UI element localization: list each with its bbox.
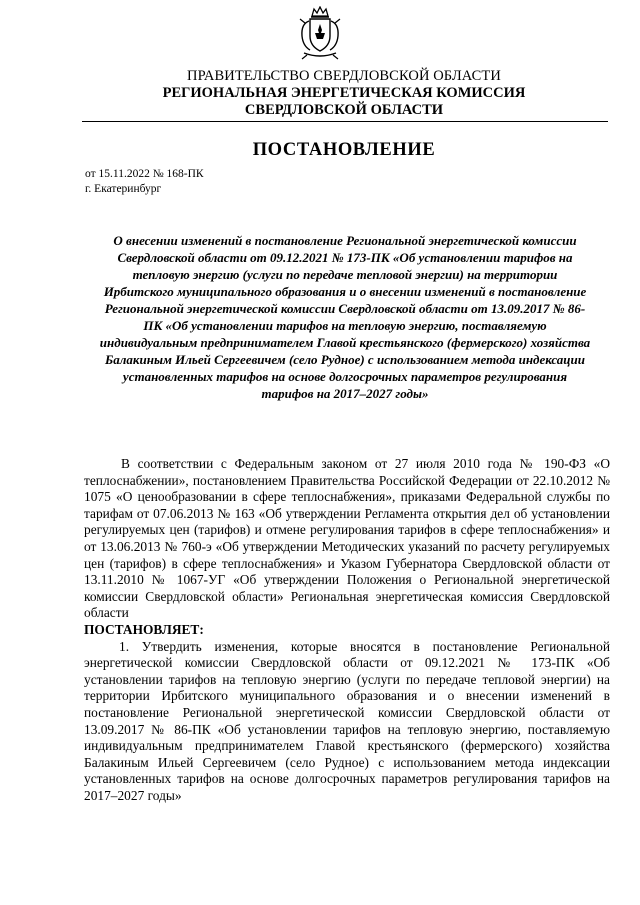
- date-number: от 15.11.2022 № 168-ПК: [85, 168, 204, 180]
- coat-of-arms-icon: [296, 6, 344, 60]
- document-body: [84, 456, 610, 804]
- document-subject: О внесении изменений в постановление Региональной энергетической комиссии Свердловской области от 09.12.2021 № 173-ПК «Об установлении тарифов на тепловую энергию (услуги по передаче тепловой энергии) на территории Ирбитского муниципального образования и о внесении изменений в постановление Региональной энергетической комиссии Свердловской области от 13.09.2017 № 86-ПК «Об установлении тарифов на тепловую энергию, поставляемую индивидуальным предпринимателем Главой крестьянского (фермерского) хозяйства Балакиным Ильей Сергеевичем (село Рудное) с использованием метода индексации установленных тарифов на основе долгосрочных параметров регулирования тарифов на 2017–2027 годы»: [99, 233, 591, 401]
- document-meta: [85, 167, 204, 197]
- commission-name-line-2: СВЕРДЛОВСКОЙ ОБЛАСТИ: [244, 102, 444, 118]
- item-1-paragraph: 1. Утвердить изменения, которые вносятся в постановление Региональной энергетической комиссии Свердловской области от 09.12.2021 № 173-ПК «Об установлении тарифов на тепловую энергию (услуги по передаче тепловой энергии) на территории Ирбитского муниципального образования и о внесении изменений в постановление Региональной энергетической комиссии Свердловской области от 13.09.2017 № 86-ПК «Об установлении тарифов на тепловую энергию, поставляемую индивидуальным предпринимателем Главой крестьянского (фермерского) хозяйства Балакиным Ильей Сергеевичем (село Рудное) с использованием метода индексации установленных тарифов на основе долгосрочных параметров регулирования тарифов на 2017–2027 годы»: [84, 638, 610, 803]
- issuer-header: [80, 68, 608, 119]
- city: г. Екатеринбург: [85, 183, 162, 195]
- government-name: ПРАВИТЕЛЬСТВО СВЕРДЛОВСКОЙ ОБЛАСТИ: [187, 68, 501, 84]
- document-title: ПОСТАНОВЛЕНИЕ: [252, 140, 436, 160]
- preamble-paragraph: В соответствии с Федеральным законом от 27 июля 2010 года № 190-ФЗ «О теплоснабжении», постановлением Правительства Российской Федерации от 22.10.2012 № 1075 «О ценообразовании в сфере теплоснабжения», приказами Федеральной службы по тарифам от 07.06.2013 № 163 «Об утверждении Регламента открытия дел об установлении регулируемых цен (тарифов) и отмене регулирования тарифов в сфере теплоснабжения» и от 13.06.2013 № 760-э «Об утверждении Методических указаний по расчету регулируемых цен (тарифов) в сфере теплоснабжения» и Указом Губернатора Свердловской области от 13.11.2010 № 1067-УГ «Об утверждении Положения о Региональной энергетической комиссии Свердловской области» Региональная энергетическая комиссия Свердловской области: [84, 456, 610, 621]
- decree-heading: ПОСТАНОВЛЯЕТ:: [84, 621, 204, 637]
- header-divider: [82, 121, 608, 122]
- commission-name-line-1: РЕГИОНАЛЬНАЯ ЭНЕРГЕТИЧЕСКАЯ КОМИССИЯ: [162, 85, 526, 101]
